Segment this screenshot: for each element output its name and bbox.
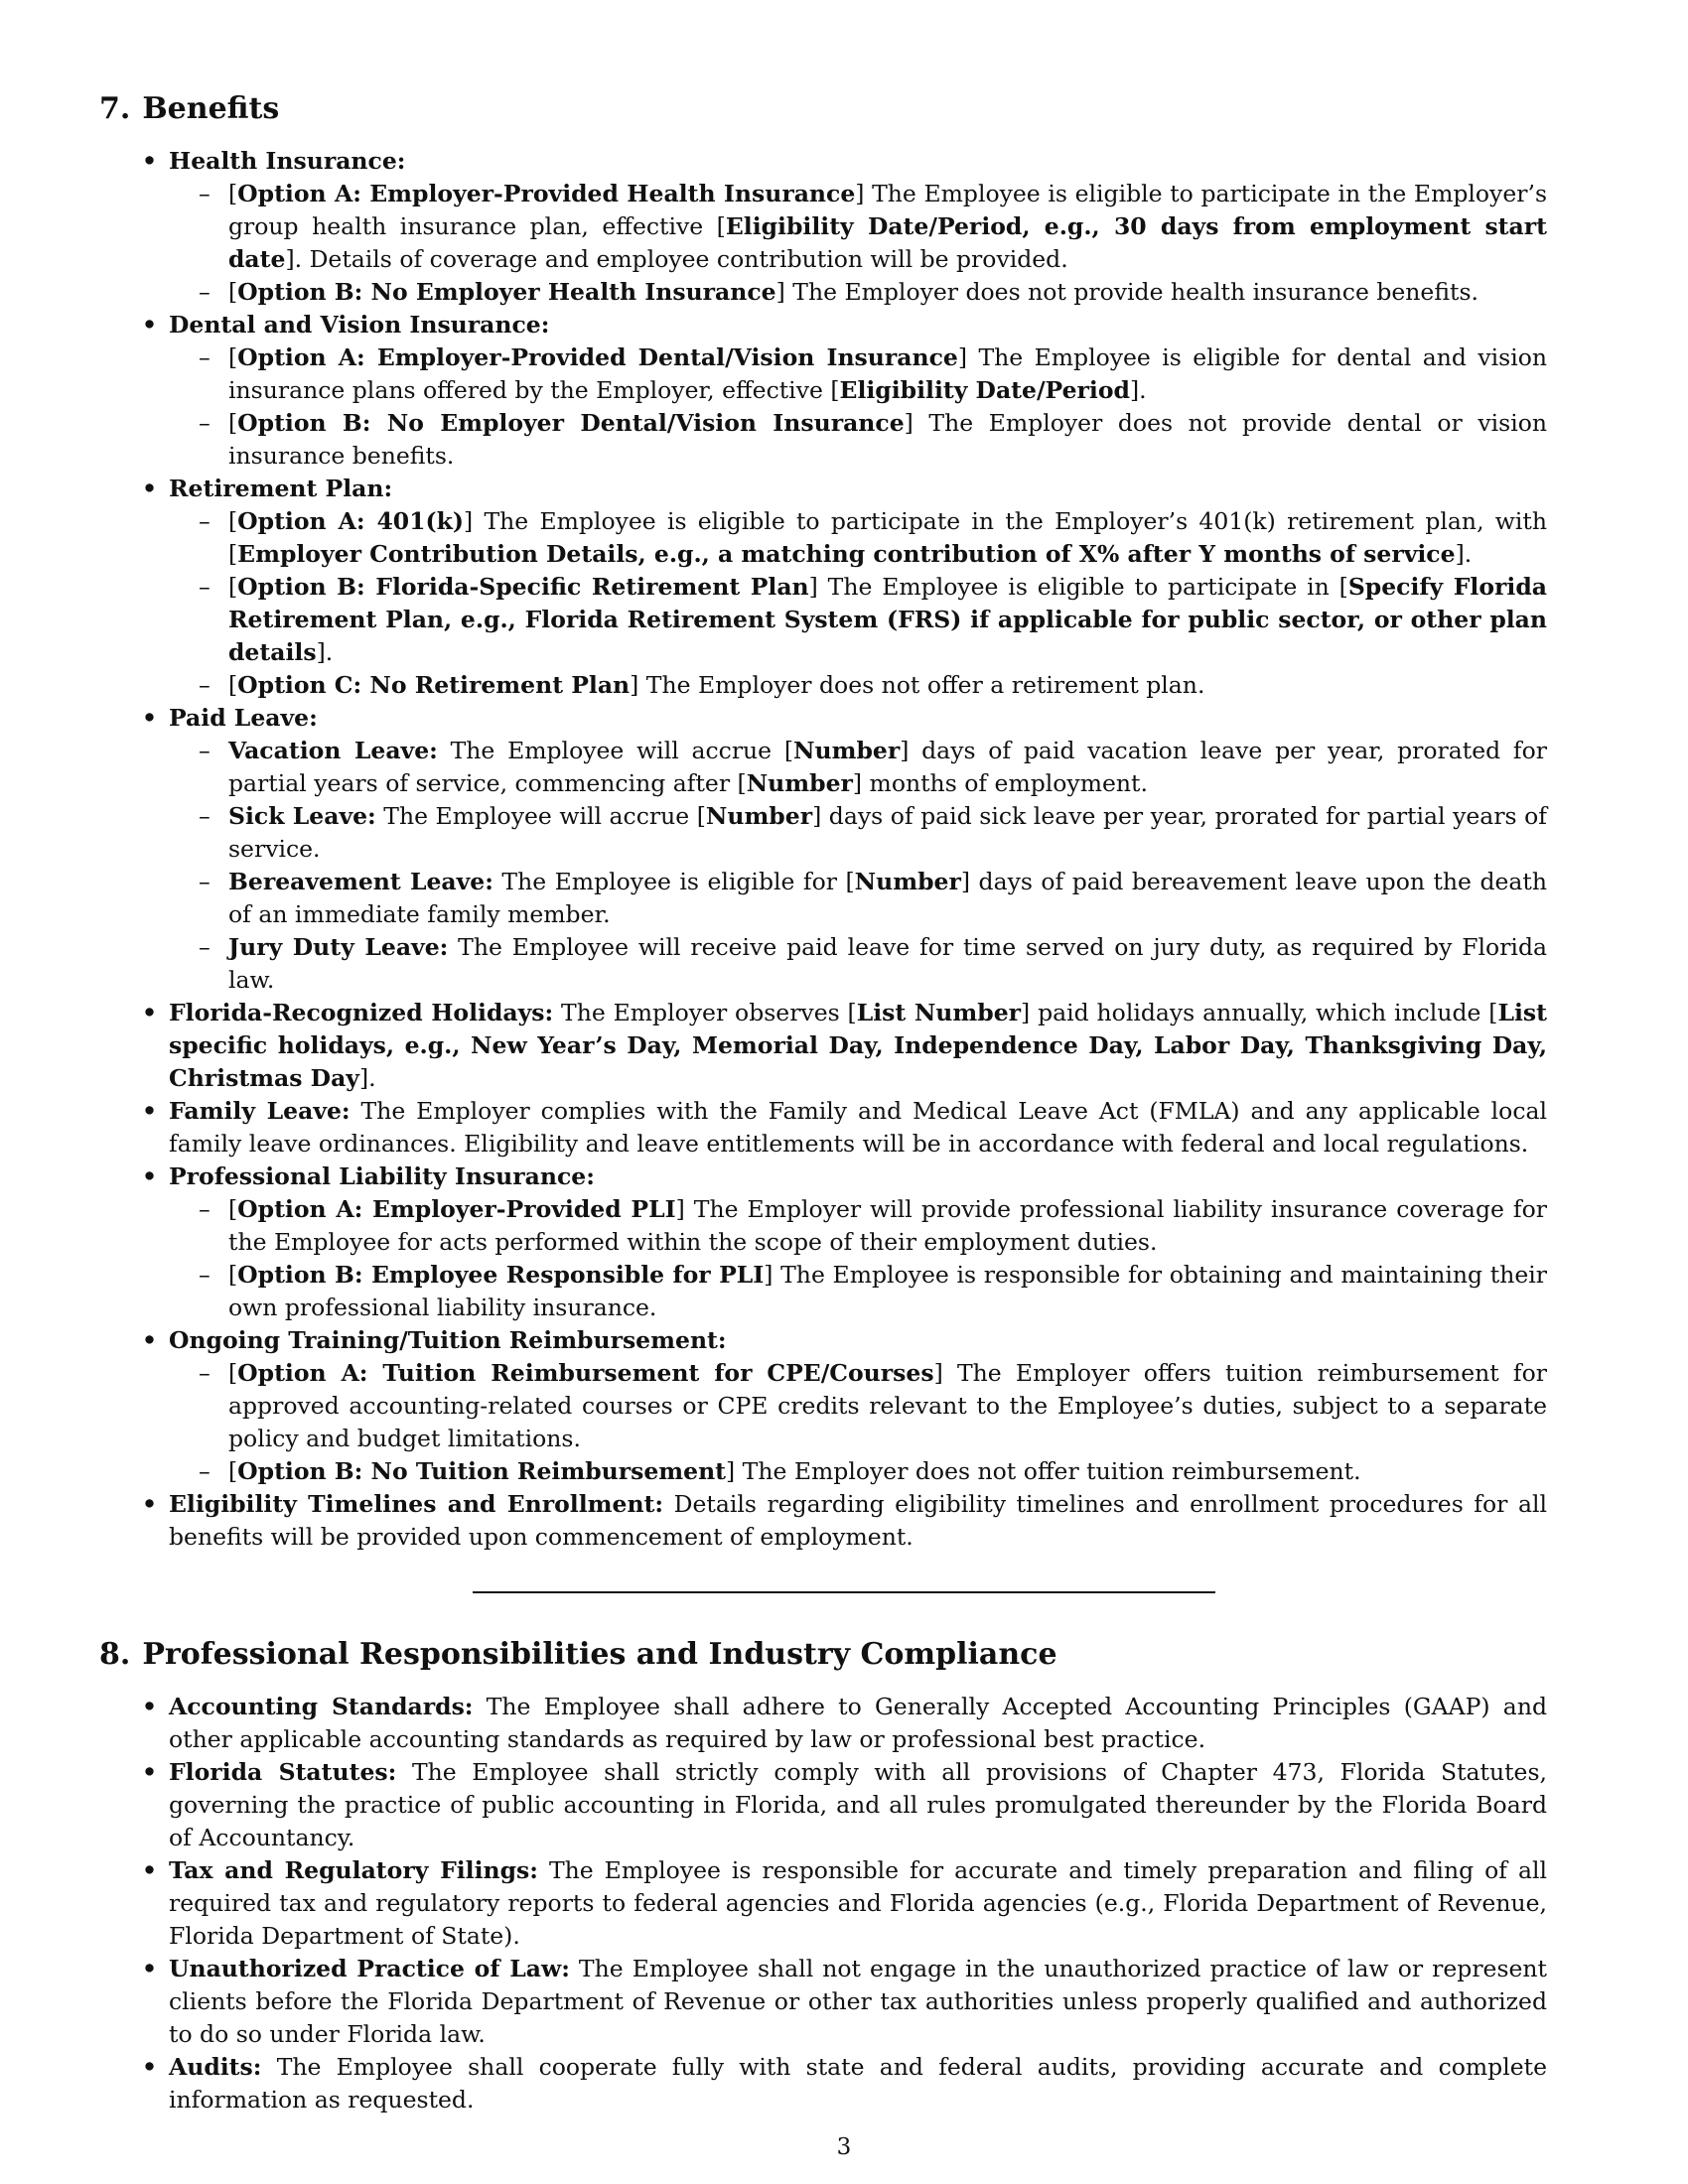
sub-item-text: [ — [228, 278, 238, 306]
sub-list-item — [228, 276, 1547, 309]
sub-list — [169, 178, 1547, 309]
list-item — [169, 473, 1589, 702]
sub-item-text: ] — [675, 1195, 685, 1223]
sub-item-text: Sick Leave: — [228, 802, 376, 830]
sub-list-item — [228, 1193, 1547, 1259]
sub-item-text: [ — [228, 180, 238, 207]
sub-item-text: The Employer will provide professional liability insurance coverage for the Employee for acts performed within the scope of their employment duties. — [228, 1195, 1548, 1256]
sub-list-item — [228, 505, 1547, 571]
sub-list-item — [228, 1259, 1547, 1324]
sub-list-item — [228, 931, 1547, 997]
sub-item-text: The Employee is eligible to participate in [ — [817, 573, 1348, 601]
sub-item-text: The Employee is eligible to participate in the Employer’s 401(k) retirement plan, with [ — [228, 507, 1548, 568]
sub-item-text: ]. — [1129, 376, 1147, 404]
list-item — [169, 309, 1589, 473]
item-text: The Employer observes [ — [553, 999, 857, 1026]
sub-list-item — [228, 178, 1547, 276]
sub-item-text: Number — [746, 769, 853, 797]
sub-item-text: Option A: Employer-Provided PLI — [237, 1195, 676, 1223]
sub-item-text: The Employer does not offer a retirement plan. — [638, 671, 1205, 699]
list-item — [169, 1095, 1589, 1160]
item-label: Eligibility Timelines and Enrollment: — [169, 1490, 664, 1518]
list-item — [169, 1160, 1589, 1324]
sub-item-text: Option B: No Employer Dental/Vision Insurance — [237, 409, 905, 437]
sub-item-text: The Employee will accrue [ — [437, 737, 794, 764]
item-label: Dental and Vision Insurance: — [169, 311, 550, 339]
item-text: The Employee shall adhere to Generally Accepted Accounting Principles (GAAP) and other applicable accounting standards as required by law or professional best practice. — [169, 1693, 1547, 1753]
item-label: Family Leave: — [169, 1097, 351, 1125]
sub-item-text: ]. — [316, 638, 334, 666]
section-7-heading: 7. Benefits — [99, 91, 280, 126]
item-text: The Employer complies with the Family and Medical Leave Act (FMLA) and any applicable local family leave ordinances. Eligibility and leave entitlements will be in accordance with federal and local regulations. — [169, 1097, 1548, 1158]
sub-item-text: ] — [933, 1359, 943, 1387]
item-label: Professional Liability Insurance: — [169, 1162, 595, 1190]
sub-item-text: The Employee is responsible for obtaining and maintaining their own professional liability insurance. — [228, 1261, 1547, 1321]
sub-item-text: The Employer does not provide health insurance benefits. — [784, 278, 1478, 306]
sub-item-text: [ — [228, 1457, 238, 1485]
sub-item-text: The Employer does not offer tuition reimbursement. — [735, 1457, 1361, 1485]
sub-item-text: ] days of paid bereavement leave upon the death of an immediate family member. — [228, 868, 1548, 928]
list-item — [169, 145, 1589, 309]
sub-list — [169, 735, 1547, 997]
sub-item-text: Option A: Employer-Provided Dental/Vision Insurance — [237, 343, 958, 371]
sub-item-text: ] — [764, 1261, 774, 1289]
list-item — [169, 1953, 1589, 2051]
sub-list-item — [228, 571, 1547, 669]
sub-list-item — [228, 341, 1547, 407]
sub-item-text: Option C: No Retirement Plan — [237, 671, 631, 699]
list-item — [169, 2051, 1589, 2116]
sub-item-text: Option A: Employer-Provided Health Insurance — [237, 180, 856, 207]
sub-item-text: Option B: No Tuition Reimbursement — [237, 1457, 727, 1485]
sub-list — [169, 1193, 1547, 1324]
sub-item-text: ] — [726, 1457, 736, 1485]
sub-list — [169, 341, 1547, 473]
sub-list-item — [228, 669, 1547, 702]
item-text: List specific holidays, e.g., New Year’s Day, Memorial Day, Independence Day, Labor Day, Thanksgiving Day, Christmas Day — [169, 999, 1547, 1092]
sub-item-text: [ — [228, 343, 238, 371]
item-label: Audits: — [169, 2053, 262, 2081]
sub-list-item — [228, 866, 1547, 931]
sub-item-text: ] — [775, 278, 785, 306]
sub-list — [169, 1357, 1547, 1488]
item-text: The Employee shall not engage in the unauthorized practice of law or represent clients before the Florida Department of Revenue or other tax authorities unless properly qualified and authorized to do so under Florida law. — [169, 1955, 1548, 2048]
sub-item-text: The Employee will accrue [ — [375, 802, 706, 830]
sub-item-text: Number — [705, 802, 813, 830]
item-label: Accounting Standards: — [169, 1693, 474, 1720]
item-text: ]. — [358, 1064, 376, 1092]
sub-list-item — [228, 1357, 1547, 1455]
sub-item-text: ]. Details of coverage and employee contribution will be provided. — [285, 245, 1068, 273]
sub-item-text: Bereavement Leave: — [228, 868, 493, 895]
item-text: ] paid holidays annually, which include [ — [1021, 999, 1498, 1026]
sub-item-text: [ — [228, 671, 238, 699]
sub-item-text: Specify Florida Retirement Plan, e.g., Florida Retirement System (FRS) if applicable for public sector, or other plan details — [228, 573, 1547, 666]
item-label: Unauthorized Practice of Law: — [169, 1955, 570, 1982]
sub-item-text: [ — [228, 507, 238, 535]
item-text: The Employee shall strictly comply with all provisions of Chapter 473, Florida Statutes, governing the practice of public accounting in Florida, and all rules promulgated thereunder by the Florida Board of Accountancy. — [169, 1758, 1547, 1851]
sub-item-text: [ — [228, 573, 238, 601]
page-number: 3 — [836, 2134, 852, 2160]
benefits-list — [99, 145, 1589, 1554]
item-label: Florida-Recognized Holidays: — [169, 999, 554, 1026]
item-text: Details regarding eligibility timelines and enrollment procedures for all benefits will be provided upon commencement of employment. — [169, 1490, 1547, 1551]
sub-item-text: [ — [228, 1261, 238, 1289]
sub-item-text: Option B: No Employer Health Insurance — [237, 278, 776, 306]
item-text: List Number — [856, 999, 1022, 1026]
sub-item-text: ] — [957, 343, 967, 371]
document-page — [99, 91, 1589, 2116]
sub-item-text: ] days of paid vacation leave per year, prorated for partial years of service, commencing after [ — [228, 737, 1547, 797]
sub-item-text: ] months of employment. — [852, 769, 1148, 797]
sub-item-text: The Employee is eligible to participate in the Employer’s group health insurance plan, effective [ — [228, 180, 1548, 240]
item-label: Florida Statutes: — [169, 1758, 397, 1786]
item-label: Retirement Plan: — [169, 475, 393, 502]
item-text: The Employee is responsible for accurate and timely preparation and filing of all required tax and regulatory reports to federal agencies and Florida agencies (e.g., Florida Department of Revenue, Florida Department of State). — [169, 1856, 1548, 1950]
sub-list-item — [228, 1455, 1547, 1488]
sub-item-text: Eligibility Date/Period, e.g., 30 days from employment start date — [228, 212, 1547, 273]
sub-item-text: ] — [855, 180, 865, 207]
sub-item-text: The Employee will receive paid leave for time served on jury duty, as required by Florida law. — [228, 933, 1547, 994]
item-label: Paid Leave: — [169, 704, 318, 732]
sub-item-text: ]. — [1455, 540, 1473, 568]
sub-item-text: ] — [464, 507, 474, 535]
sub-item-text: Vacation Leave: — [228, 737, 438, 764]
sub-item-text: Number — [793, 737, 901, 764]
list-item — [169, 1488, 1589, 1554]
sub-item-text: [ — [228, 1359, 238, 1387]
sub-item-text: [ — [228, 409, 238, 437]
item-label: Health Insurance: — [169, 147, 406, 175]
sub-item-text: ] — [904, 409, 914, 437]
list-item — [169, 702, 1589, 997]
responsibilities-list — [99, 1691, 1589, 2116]
sub-item-text: Option B: Florida-Specific Retirement Plan — [237, 573, 809, 601]
sub-item-text: [ — [228, 1195, 238, 1223]
list-item — [169, 1854, 1589, 1953]
sub-list — [169, 505, 1547, 702]
sub-list-item — [228, 735, 1547, 800]
sub-item-text: The Employer does not provide dental or vision insurance benefits. — [228, 409, 1547, 470]
list-item — [169, 1324, 1589, 1488]
sub-item-text: Option A: Tuition Reimbursement for CPE/Courses — [237, 1359, 934, 1387]
list-item — [169, 997, 1589, 1095]
sub-item-text: ] — [630, 671, 639, 699]
sub-item-text: Option A: 401(k) — [237, 507, 465, 535]
item-label: Ongoing Training/Tuition Reimbursement: — [169, 1326, 727, 1354]
section-8-heading: 8. Professional Responsibilities and Industry Compliance — [99, 1637, 1057, 1672]
section-divider — [473, 1591, 1215, 1593]
list-item — [169, 1691, 1589, 1756]
sub-item-text: Eligibility Date/Period — [839, 376, 1130, 404]
sub-item-text: Employer Contribution Details, e.g., a matching contribution of X% after Y months of service — [237, 540, 1456, 568]
sub-item-text: ] — [808, 573, 818, 601]
sub-item-text: The Employee is eligible for dental and vision insurance plans offered by the Employer, effective [ — [228, 343, 1547, 404]
list-item — [169, 1756, 1589, 1854]
sub-item-text: ] days of paid sick leave per year, prorated for partial years of service. — [228, 802, 1548, 863]
sub-list-item — [228, 407, 1547, 473]
sub-item-text: Number — [854, 868, 961, 895]
item-text: The Employee shall cooperate fully with state and federal audits, providing accurate and complete information as requested. — [169, 2053, 1547, 2114]
sub-list-item — [228, 800, 1547, 866]
item-label: Tax and Regulatory Filings: — [169, 1856, 538, 1884]
sub-item-text: Option B: Employee Responsible for PLI — [237, 1261, 765, 1289]
sub-item-text: The Employee is eligible for [ — [492, 868, 855, 895]
sub-item-text: The Employer offers tuition reimbursement for approved accounting-related courses or CPE credits relevant to the Employee’s duties, subject to a separate policy and budget limitations. — [228, 1359, 1547, 1452]
sub-item-text: Jury Duty Leave: — [228, 933, 449, 961]
